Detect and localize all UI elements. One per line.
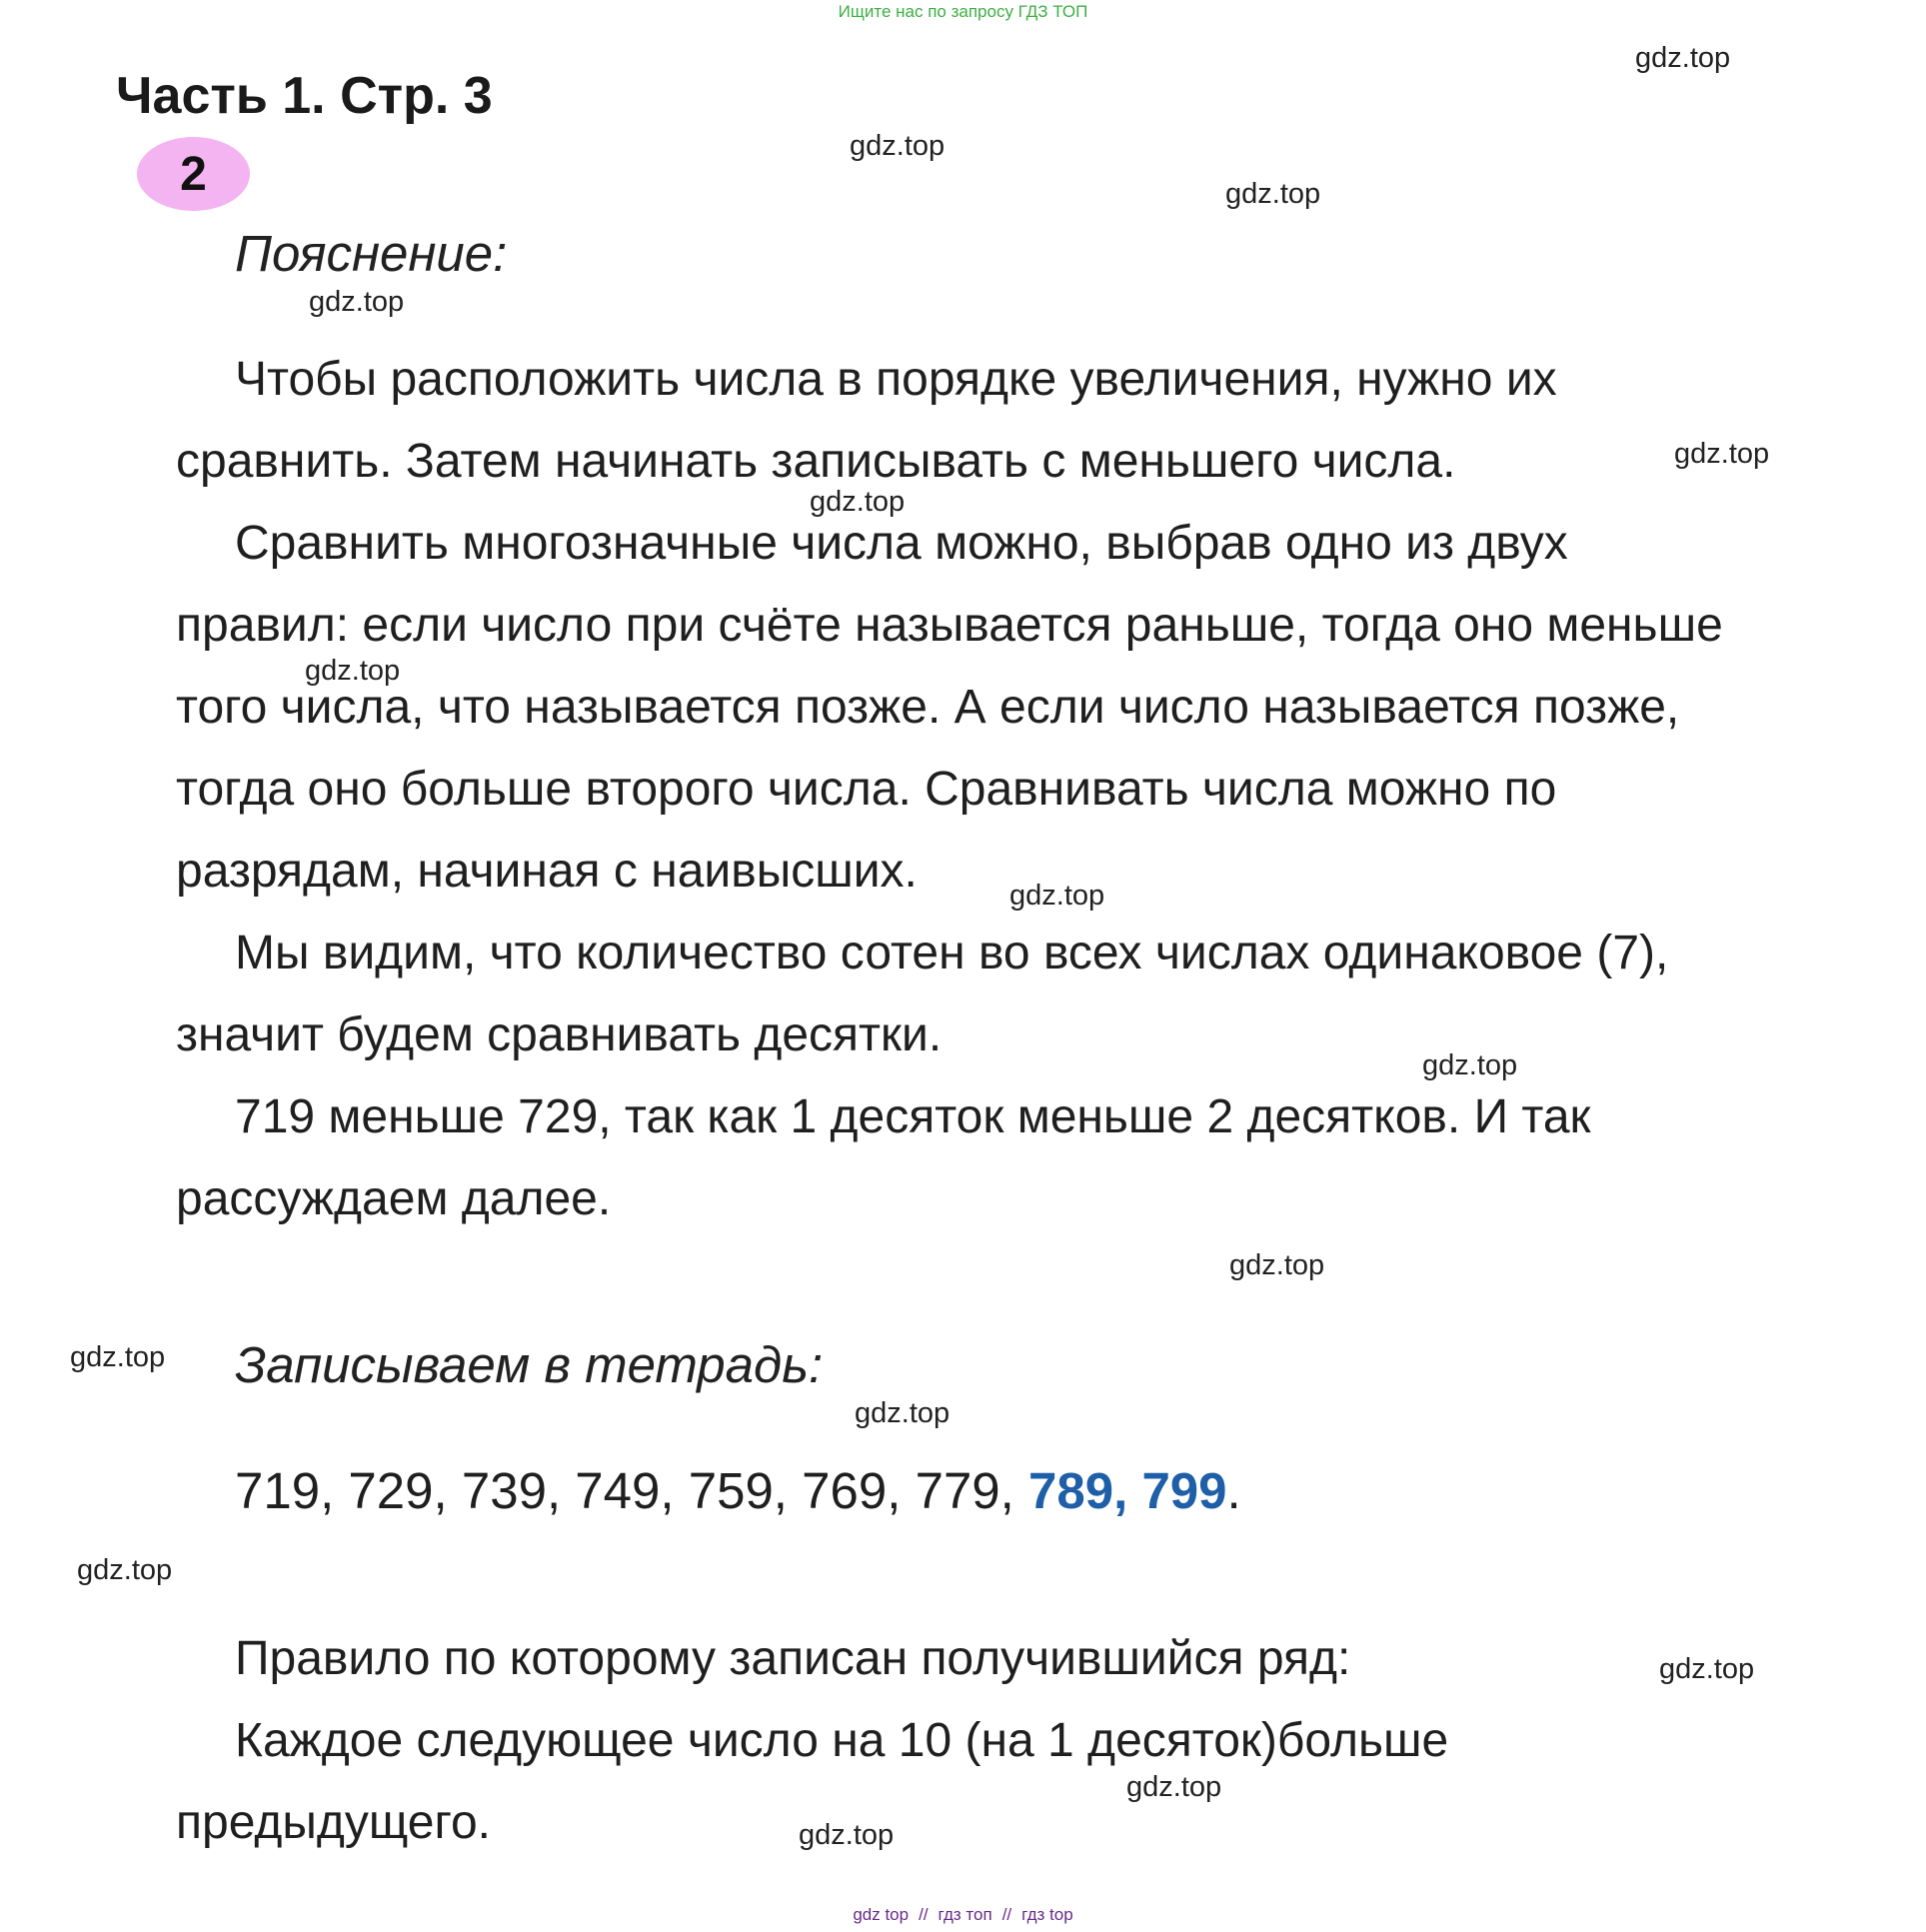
- explanation-line: того числа, что называется позже. А если число называется позже,: [176, 681, 1680, 734]
- footer: [0, 1905, 1926, 1925]
- explanation-line: значит будем сравнивать десятки.: [176, 1008, 943, 1061]
- watermark: gdz.top: [799, 1819, 895, 1851]
- explanation-line: разрядам, начиная с наивысших.: [176, 845, 918, 898]
- explanation-line: сравнить. Затем начинать записывать с меньшего числа.: [176, 435, 1456, 488]
- watermark: gdz.top: [70, 1341, 166, 1373]
- top-banner: Ищите нас по запросу ГДЗ ТОП: [838, 2, 1088, 21]
- task-number: 2: [180, 147, 207, 201]
- footer-separator: //: [1001, 1905, 1012, 1924]
- explanation-line: Чтобы расположить числа в порядке увеличения, нужно их: [235, 353, 1557, 406]
- explanation-line: правил: если число при счёте называется раньше, тогда оно меньше: [176, 599, 1723, 652]
- watermark: gdz.top: [1635, 42, 1731, 74]
- page-heading: Часть 1. Стр. 3: [116, 67, 493, 125]
- task-number-badge: [137, 137, 250, 211]
- rule-line: предыдущего.: [176, 1796, 491, 1849]
- footer-item: гдз топ: [938, 1905, 992, 1924]
- watermark: gdz.top: [1229, 1249, 1325, 1281]
- number-sequence: [235, 1461, 1241, 1520]
- watermark: gdz.top: [1659, 1653, 1755, 1685]
- explanation-line: Мы видим, что количество сотен во всех числах одинаковое (7),: [235, 927, 1669, 979]
- watermark: gdz.top: [309, 286, 405, 318]
- watermark: gdz.top: [1422, 1049, 1518, 1081]
- watermark: gdz.top: [855, 1397, 951, 1429]
- watermark: gdz.top: [850, 130, 946, 162]
- sequence-end: .: [1226, 1462, 1241, 1519]
- notebook-label: Записываем в тетрадь:: [235, 1336, 824, 1393]
- watermark: gdz.top: [1225, 178, 1321, 210]
- explanation-line: Сравнить многозначные числа можно, выбрав одно из двух: [235, 517, 1568, 570]
- watermark: gdz.top: [1009, 880, 1105, 912]
- explanation-line: 719 меньше 729, так как 1 десяток меньше 2 десятков. И так: [235, 1090, 1591, 1143]
- rule-line: Правило по которому записан получившийся ряд:: [235, 1632, 1351, 1685]
- footer-item: gdz top: [853, 1905, 910, 1924]
- sequence-given: 719, 729, 739, 749, 759, 769, 779,: [235, 1462, 1029, 1519]
- sequence-answer: 789, 799: [1028, 1462, 1227, 1519]
- watermark: gdz.top: [1674, 438, 1770, 470]
- footer-separator: //: [919, 1905, 929, 1924]
- footer-item: гдз top: [1021, 1905, 1073, 1924]
- watermark: gdz.top: [810, 486, 906, 518]
- watermark: gdz.top: [77, 1554, 173, 1586]
- explanation-line: рассуждаем далее.: [176, 1172, 612, 1225]
- watermark: gdz.top: [1126, 1771, 1222, 1803]
- rule-line: Каждое следующее число на 10 (на 1 десяток)больше: [235, 1714, 1449, 1767]
- watermark: gdz.top: [305, 655, 401, 687]
- explanation-label: Пояснение:: [235, 225, 508, 282]
- explanation-line: тогда оно больше второго числа. Сравнивать числа можно по: [176, 763, 1557, 816]
